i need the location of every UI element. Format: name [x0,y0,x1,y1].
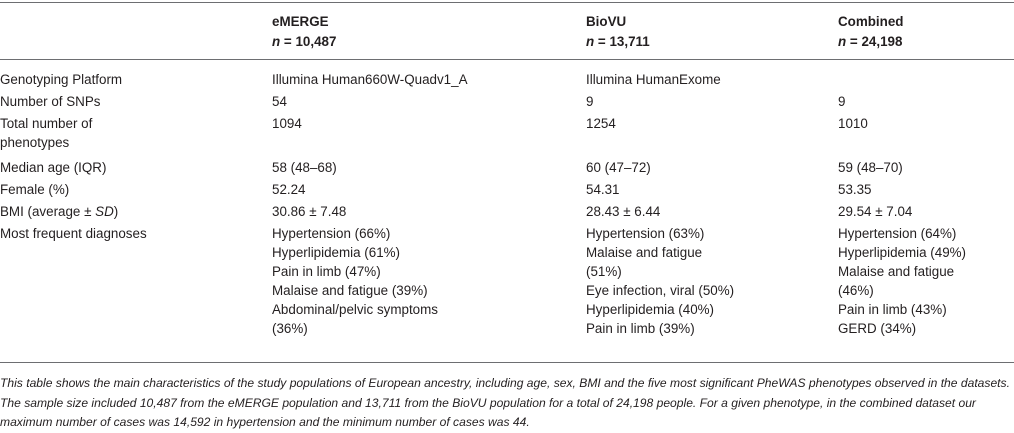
header-emerge-n: n = 10,487 [272,34,337,49]
cell-bmi-biovu: 28.43 ± 6.44 [586,204,661,219]
row-label-female: Female (%) [0,182,70,197]
cell-female-biovu: 54.31 [586,182,620,197]
cell-age-biovu: 60 (47–72) [586,160,651,175]
row-label-phenotypes: Total number of phenotypes [0,116,93,150]
row-label-bmi: BMI (average ± SD) [0,204,119,219]
row-label-diagnoses: Most frequent diagnoses [0,226,147,241]
header-biovu: BioVU [586,14,627,29]
cell-bmi-combined: 29.54 ± 7.04 [838,204,913,219]
table-footnote: This table shows the main characteristics of the study populations of European ancestry, including age, sex, BMI and the five most significant PheWAS phenotypes observed in the datasets. The sample size included 10,487 from the eMERGE population and 13,711 from the BioVU population for a total of 24,198 people. For a given phenotype, in the combined dataset our maximum number of cases was 14,592 in hypertension and the minimum number of cases was 44. [0,376,1010,429]
cell-bmi-emerge: 30.86 ± 7.48 [272,204,347,219]
cell-phenotypes-combined: 1010 [838,116,868,131]
row-label-snps: Number of SNPs [0,94,101,109]
row-label-platform: Genotyping Platform [0,72,123,87]
cell-diagnoses-biovu: Hypertension (63%) Malaise and fatigue (51%) Eye infection, viral (50%) Hyperlipidemia (40%) Pain in limb (39%) [586,226,735,336]
bottom-rule [0,362,1014,363]
cell-phenotypes-biovu: 1254 [586,116,616,131]
top-rule [0,2,1014,3]
row-label-median-age: Median age (IQR) [0,160,107,175]
cell-phenotypes-emerge: 1094 [272,116,302,131]
header-emerge: eMERGE [272,14,329,29]
cell-diagnoses-emerge: Hypertension (66%) Hyperlipidemia (61%) Pain in limb (47%) Malaise and fatigue (39%) Abdominal/pelvic symptoms (36%) [272,226,438,336]
cell-age-emerge: 58 (48–68) [272,160,337,175]
header-rule [0,59,1014,60]
cell-snps-combined: 9 [838,94,846,109]
cell-age-combined: 59 (48–70) [838,160,903,175]
cell-snps-biovu: 9 [586,94,594,109]
header-combined-n: n = 24,198 [838,34,903,49]
cell-female-combined: 53.35 [838,182,872,197]
header-combined: Combined [838,14,904,29]
header-biovu-n: n = 13,711 [586,34,650,49]
cell-platform-biovu: Illumina HumanExome [586,72,721,87]
cell-female-emerge: 52.24 [272,182,306,197]
cell-diagnoses-combined: Hypertension (64%) Hyperlipidemia (49%) Malaise and fatigue (46%) Pain in limb (43%) GERD (34%) [838,226,967,336]
cell-snps-emerge: 54 [272,94,287,109]
cell-platform-emerge: Illumina Human660W-Quadv1_A [272,72,468,87]
